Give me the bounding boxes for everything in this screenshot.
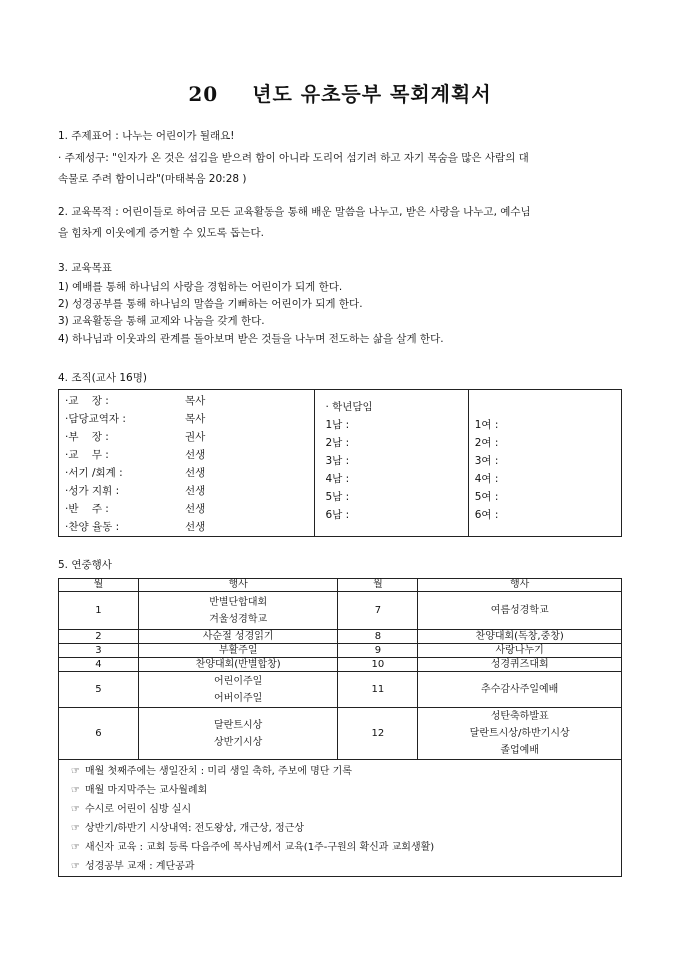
event-text: 반별단합대회 xyxy=(209,596,268,608)
girls-class: 4여 : xyxy=(474,473,499,485)
events-table xyxy=(58,578,622,877)
event-text: 찬양대회(반별합창) xyxy=(195,658,281,670)
boys-class: 2남 : xyxy=(325,437,350,449)
event-text: 찬양대회(독창,중창) xyxy=(475,630,564,642)
role-value: 목사 xyxy=(185,413,206,425)
role-value: 목사 xyxy=(185,395,206,407)
month-cell: 1 xyxy=(59,592,139,630)
month-cell: 10 xyxy=(338,658,418,672)
event-cell xyxy=(418,708,622,760)
event-cell xyxy=(418,630,622,644)
event-text: 어린이주일 xyxy=(214,675,263,687)
note-item xyxy=(71,781,621,800)
col-event: 행사 xyxy=(418,579,622,592)
event-cell xyxy=(418,644,622,658)
event-text: 졸업예배 xyxy=(500,745,539,756)
girls-class: 2여 : xyxy=(474,437,499,449)
boys-class: 1남 : xyxy=(325,419,350,431)
boys-cell xyxy=(315,390,468,537)
purpose-line-1: 2. 교육목적 : 어린이들로 하여금 모든 교육활동을 통해 배운 말씀을 나누고, 받은 사랑을 나누고, 예수님 xyxy=(58,206,531,218)
pointing-hand-icon: ☞ xyxy=(71,785,80,796)
table-row xyxy=(59,708,622,760)
event-text: 성탄축하발표 xyxy=(490,711,549,722)
col-month: 월 xyxy=(59,579,139,592)
pointing-hand-icon: ☞ xyxy=(71,766,80,777)
month-cell: 3 xyxy=(59,644,139,658)
month-cell: 2 xyxy=(59,630,139,644)
month-cell: 8 xyxy=(338,630,418,644)
event-cell xyxy=(418,672,622,708)
girls-class: 5여 : xyxy=(474,491,499,503)
role-label: ·교 장 : xyxy=(65,395,109,407)
note-item xyxy=(71,838,621,857)
month-cell: 12 xyxy=(338,708,418,760)
boys-class: 4남 : xyxy=(325,473,350,485)
note-text: 성경공부 교재 : 계단공과 xyxy=(84,861,195,872)
event-cell xyxy=(138,708,338,760)
roles-cell xyxy=(59,390,315,537)
event-text: 달란트시상/하반기시상 xyxy=(469,728,570,739)
event-text: 사랑나누기 xyxy=(495,644,544,656)
title-year: 20 xyxy=(188,82,219,106)
boys-class: 3남 : xyxy=(325,455,350,467)
org-heading: 4. 조직(교사 16명) xyxy=(58,372,147,384)
role-label: ·교 무 : xyxy=(65,449,109,461)
role-row xyxy=(65,410,314,428)
event-text: 추수감사주일예배 xyxy=(481,684,559,695)
event-text: 달란트시상 xyxy=(214,719,263,731)
note-text: 매월 마지막주는 교사월례회 xyxy=(84,785,208,796)
boys-class: 6남 : xyxy=(325,509,350,521)
role-label: ·반 주 : xyxy=(65,503,109,515)
note-item xyxy=(71,857,621,876)
role-row xyxy=(65,464,314,482)
role-row xyxy=(65,428,314,446)
note-text: 새신자 교육 : 교회 등록 다음주에 목사님께서 교육(1주-구원의 확신과 교회생활) xyxy=(84,842,435,853)
role-value: 권사 xyxy=(185,431,206,443)
table-row xyxy=(59,644,622,658)
note-item xyxy=(71,819,621,838)
event-cell xyxy=(138,592,338,630)
role-row xyxy=(65,392,314,410)
boys-class: 5남 : xyxy=(325,491,350,503)
goal-item: 4) 하나님과 이웃과의 관계를 돌아보며 받은 것들을 나누며 전도하는 삶을 살게 한다. xyxy=(58,333,444,345)
col-event: 행사 xyxy=(138,579,338,592)
event-text: 겨울성경학교 xyxy=(209,613,268,625)
event-cell xyxy=(418,658,622,672)
month-cell: 5 xyxy=(59,672,139,708)
event-text: 성경퀴즈대회 xyxy=(490,658,549,670)
event-cell xyxy=(418,592,622,630)
role-row xyxy=(65,500,314,518)
pointing-hand-icon: ☞ xyxy=(71,823,80,834)
title-text: 년도 유초등부 목회계획서 xyxy=(252,82,492,106)
verse-line-2: 속물로 주려 함이니라"(마태복음 20:28 ) xyxy=(58,173,247,185)
role-row xyxy=(65,446,314,464)
theme-line: 1. 주제표어 : 나누는 어린이가 될래요! xyxy=(58,130,235,142)
notes-row xyxy=(59,760,622,877)
purpose-line-2: 을 힘차게 이웃에게 증거할 수 있도록 돕는다. xyxy=(58,227,264,239)
class-heading: · 학년담임 xyxy=(325,401,373,413)
goal-item: 1) 예배를 통해 하나님의 사랑을 경험하는 어린이가 되게 한다. xyxy=(58,281,343,293)
role-value: 선생 xyxy=(185,521,206,533)
role-label: ·부 장 : xyxy=(65,431,109,443)
events-heading: 5. 연중행사 xyxy=(58,559,112,571)
role-value: 선생 xyxy=(185,485,206,497)
event-cell xyxy=(138,658,338,672)
note-item xyxy=(71,762,621,781)
note-item xyxy=(71,800,621,819)
girls-cell xyxy=(468,390,621,537)
event-text: 사순절 성경읽기 xyxy=(202,630,274,642)
event-cell xyxy=(138,672,338,708)
table-row xyxy=(59,630,622,644)
role-label: ·서기 /회계 : xyxy=(65,467,123,479)
event-cell xyxy=(138,644,338,658)
note-text: 수시로 어린이 심방 실시 xyxy=(84,804,192,815)
month-cell: 6 xyxy=(59,708,139,760)
verse-line-1: · 주제성구: "인자가 온 것은 섬김을 받으려 함이 아니라 도리어 섬기려 하고 자기 목숨을 많은 사람의 대 xyxy=(58,152,529,164)
goal-item: 2) 성경공부를 통해 하나님의 말씀을 기뻐하는 어린이가 되게 한다. xyxy=(58,298,363,310)
goal-item: 3) 교육활동을 통해 교제와 나눔을 갖게 한다. xyxy=(58,315,265,327)
month-cell: 4 xyxy=(59,658,139,672)
girls-class: 6여 : xyxy=(474,509,499,521)
col-month: 월 xyxy=(338,579,418,592)
role-value: 선생 xyxy=(185,449,206,461)
month-cell: 7 xyxy=(338,592,418,630)
girls-class: 1여 : xyxy=(474,419,499,431)
org-table xyxy=(58,389,622,537)
note-text: 상반기/하반기 시상내역: 전도왕상, 개근상, 정근상 xyxy=(84,823,304,834)
spacer xyxy=(475,398,621,416)
page-title xyxy=(0,78,680,107)
pointing-hand-icon: ☞ xyxy=(71,861,80,872)
event-cell xyxy=(138,630,338,644)
pointing-hand-icon: ☞ xyxy=(71,804,80,815)
role-row xyxy=(65,518,314,536)
role-value: 선생 xyxy=(185,503,206,515)
girls-class: 3여 : xyxy=(474,455,499,467)
role-label: ·담당교역자 : xyxy=(65,413,126,425)
table-row xyxy=(59,672,622,708)
goals-heading: 3. 교육목표 xyxy=(58,262,112,274)
note-text: 매월 첫째주에는 생일잔치 : 미리 생일 축하, 주보에 명단 기록 xyxy=(84,766,352,777)
event-text: 상반기시상 xyxy=(214,736,263,748)
role-row xyxy=(65,482,314,500)
notes-cell xyxy=(59,760,622,877)
event-text: 부활주일 xyxy=(218,644,258,656)
table-row xyxy=(59,658,622,672)
role-value: 선생 xyxy=(185,467,206,479)
pointing-hand-icon: ☞ xyxy=(71,842,80,853)
table-row xyxy=(59,592,622,630)
role-label: ·성가 지휘 : xyxy=(65,485,120,497)
role-label: ·찬양 율동 : xyxy=(65,521,120,533)
event-text: 어버이주일 xyxy=(214,692,263,704)
month-cell: 11 xyxy=(338,672,418,708)
event-text: 여름성경학교 xyxy=(490,605,549,616)
month-cell: 9 xyxy=(338,644,418,658)
